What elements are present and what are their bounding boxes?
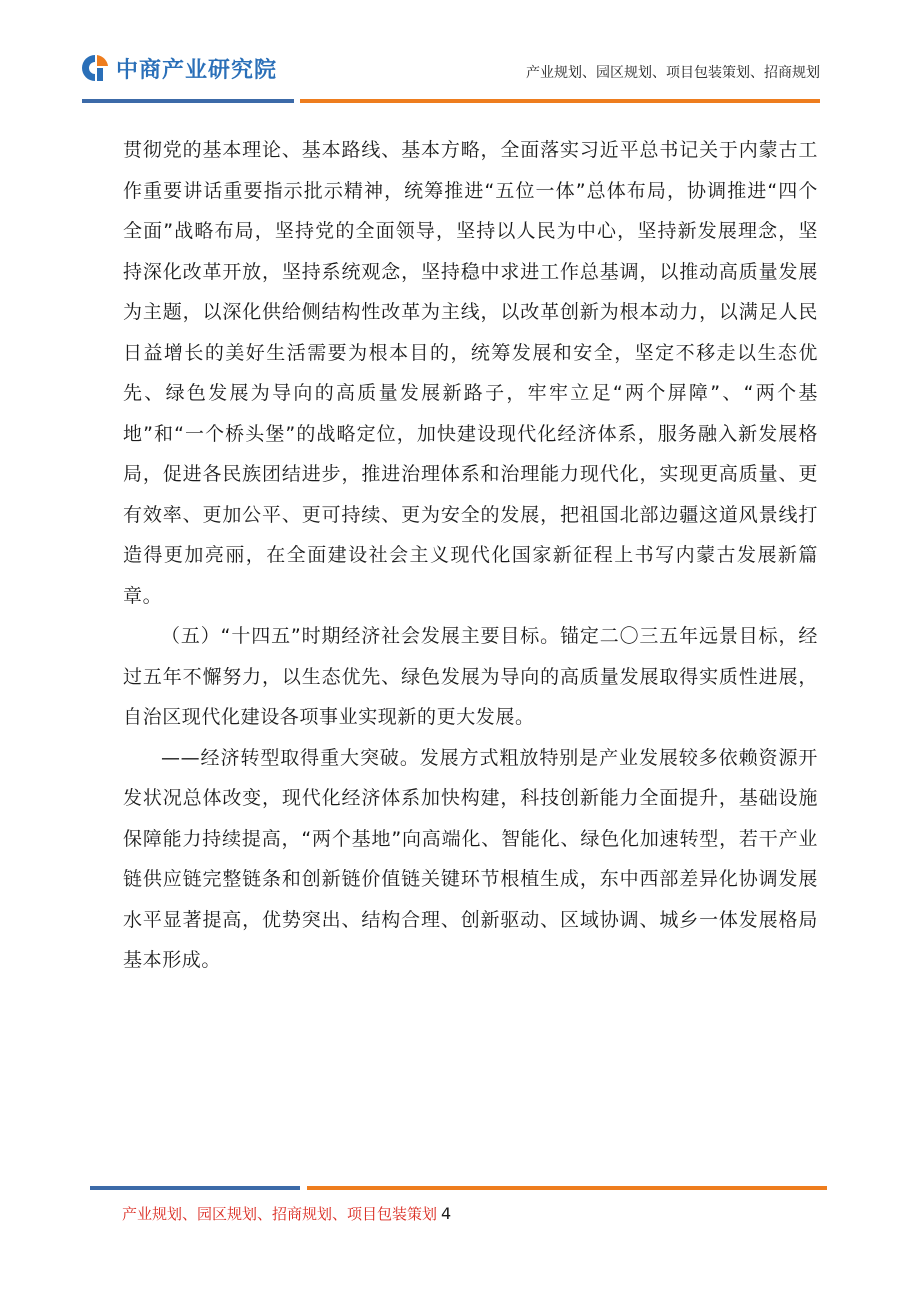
paragraph-economic-transformation: ——经济转型取得重大突破。发展方式粗放特别是产业发展较多依赖资源开发状况总体改变，现代化经济体系加快构建，科技创新能力全面提升，基础设施保障能力持续提高，“两个基地”向高端化、智能化、绿色化加速转型，若干产业链供应链完整链条和创新链价值链关键环节根植生成，东中西部差异化协调发展水平显著提高，优势突出、结构合理、创新驱动、区域协调、城乡一体发展格局基本形成。: [123, 746, 818, 971]
logo-mark-icon: [80, 53, 110, 83]
header-rule-orange: [300, 99, 820, 103]
logo-text: 中商产业研究院: [116, 57, 278, 83]
company-logo: [80, 51, 277, 85]
footer-tagline: 产业规划、园区规划、招商规划、项目包装策划: [122, 1205, 438, 1223]
header-rule-blue: [82, 99, 294, 103]
page-header: [0, 0, 920, 110]
paragraph-guiding-thought: 贯彻党的基本理论、基本路线、基本方略，全面落实习近平总书记关于内蒙古工作重要讲话重要指示批示精神，统筹推进“五位一体”总体布局，协调推进“四个全面”战略布局，坚持党的全面领导，坚持以人民为中心，坚持新发展理念，坚持深化改革开放，坚持系统观念，坚持稳中求进工作总基调，以推动高质量发展为主题，以深化供给侧结构性改革为主线，以改革创新为根本动力，以满足人民日益增长的美好生活需要为根本目的，统筹发展和安全，坚定不移走以生态优先、绿色发展为导向的高质量发展新路子，牢牢立足“两个屏障”、“两个基地”和“一个桥头堡”的战略定位，加快建设现代化经济体系，服务融入新发展格局，促进各民族团结进步，推进治理体系和治理能力现代化，实现更高质量、更有效率、更加公平、更可持续、更为安全的发展，把祖国北部边疆这道风景线打造得更加亮丽，在全面建设社会主义现代化国家新征程上书写内蒙古发展新篇章。: [123, 139, 818, 607]
page-number: 4: [441, 1204, 452, 1223]
document-body: [123, 130, 818, 981]
footer-rule-blue: [90, 1186, 300, 1190]
paragraph-main-goals: （五）“十四五”时期经济社会发展主要目标。锚定二〇三五年远景目标，经过五年不懈努力，以生态优先、绿色发展为导向的高质量发展取得实质性进展，自治区现代化建设各项事业实现新的更大发展。: [123, 625, 818, 728]
footer-rule-orange: [307, 1186, 827, 1190]
header-tagline: 产业规划、园区规划、项目包装策划、招商规划: [526, 65, 820, 81]
page-footer: [122, 1203, 451, 1224]
